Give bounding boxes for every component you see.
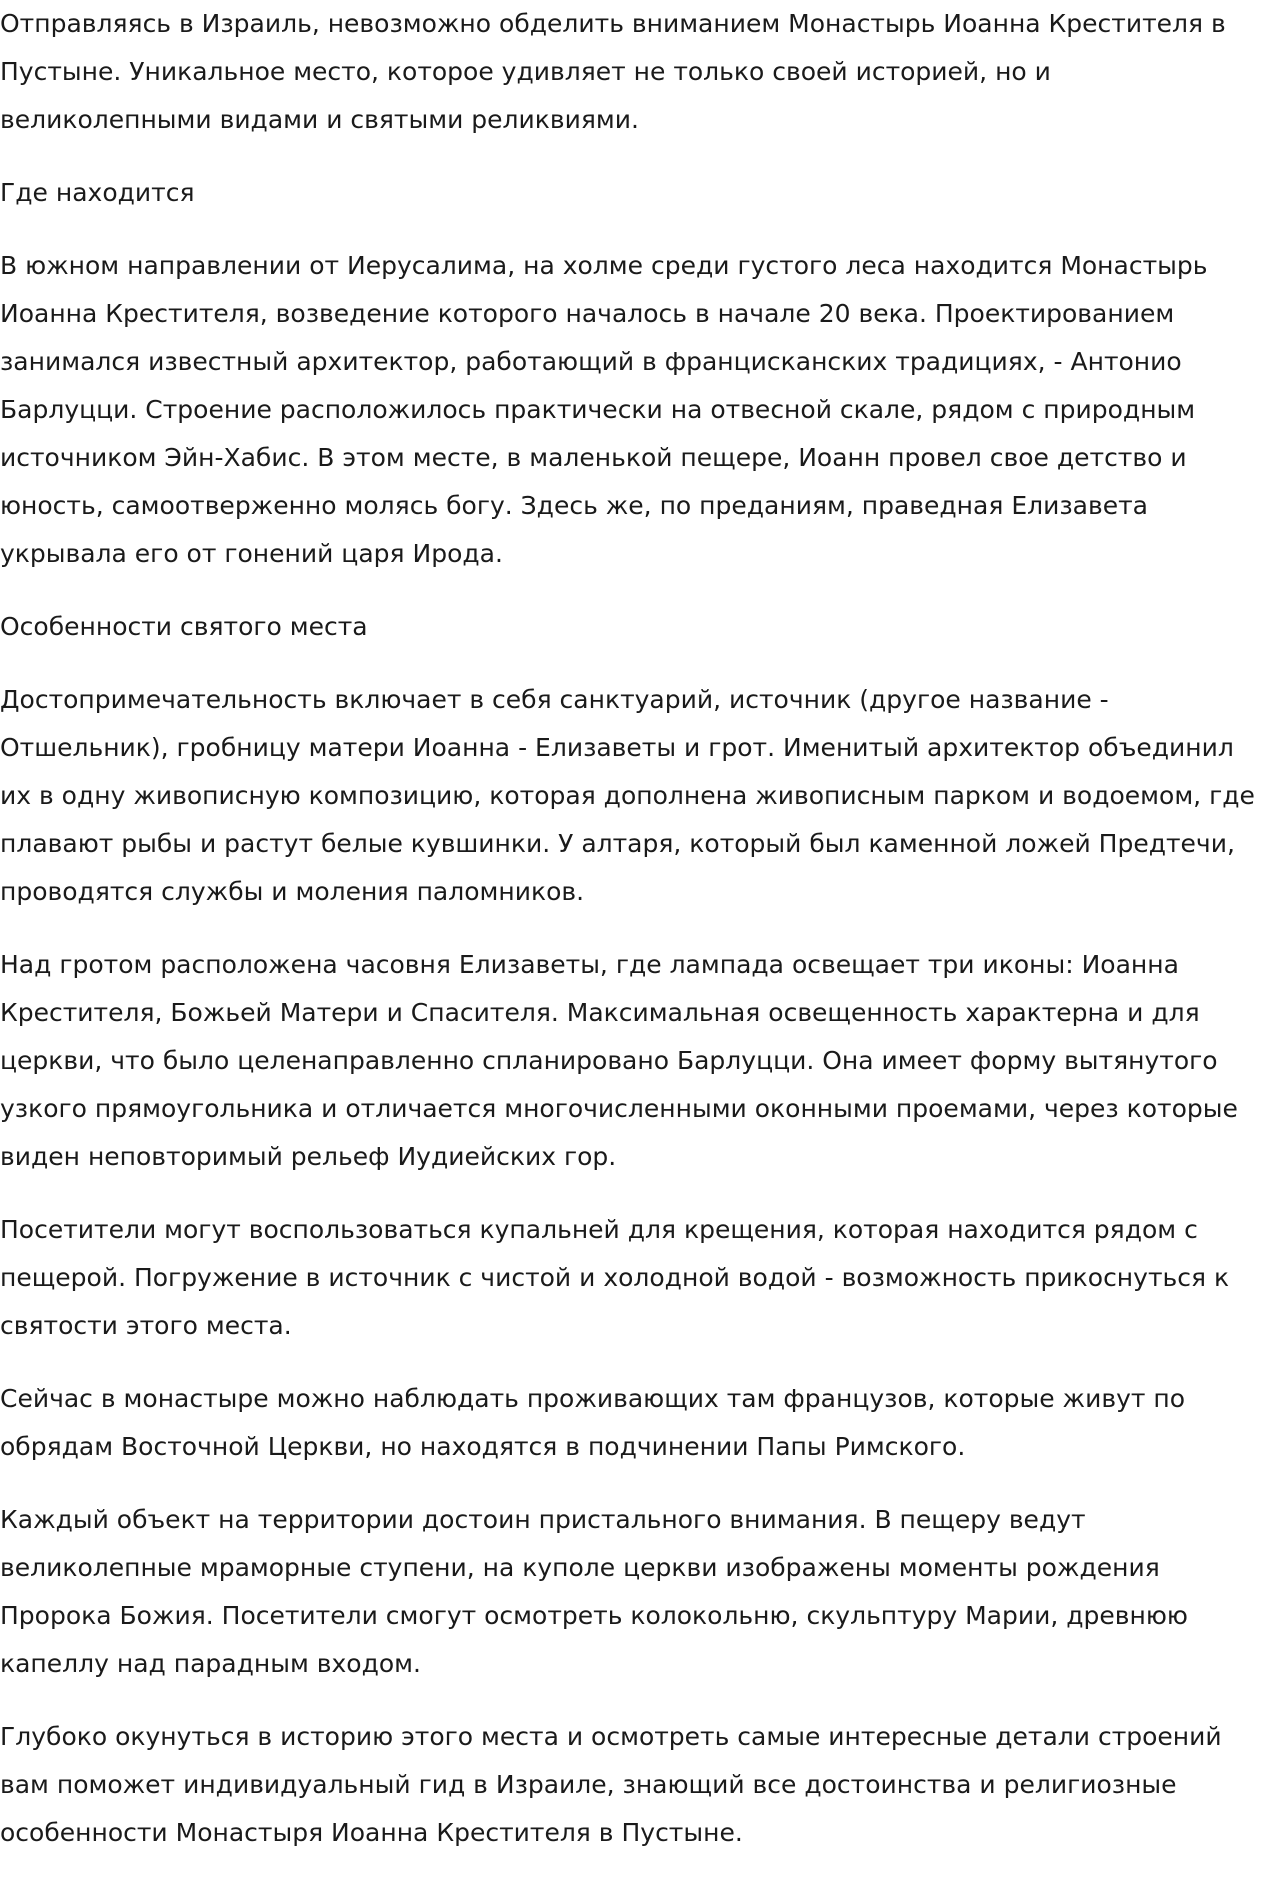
baptism-paragraph: Посетители могут воспользоваться купальней для крещения, которая находится рядом с пещерой. Погружение в источник с чистой и холодной водой - возможность прикоснуться к святости этого места. (0, 1215, 1230, 1340)
residents-paragraph: Сейчас в монастыре можно наблюдать проживающих там французов, которые живут по обрядам Восточной Церкви, но находятся в подчинении Папы Римского. (0, 1384, 1186, 1461)
location-paragraph: В южном направлении от Иерусалима, на холме среди густого леса находится Монастырь Иоанна Крестителя, возведение которого началось в начале 20 века. Проектированием занимался известный архитектор, работающий в францисканских традициях, - Антонио Барлуцци. Строение расположилось практически на отвесной скале, рядом с природным источником Эйн-Хабис. В этом месте, в маленькой пещере, Иоанн провел свое детство и юность, самоотверженно молясь богу. Здесь же, по преданиям, праведная Елизавета укрывала его от гонений царя Ирода. (0, 251, 1208, 568)
section-heading-features: Особенности святого места (0, 612, 368, 641)
section-heading-location: Где находится (0, 178, 195, 207)
features-paragraph: Достопримечательность включает в себя санктуарий, источник (другое название - Отшельник), гробницу матери Иоанна - Елизаветы и грот. Именитый архитектор объединил их в одну живописную композицию, которая дополнена живописным парком и водоемом, где плавают рыбы и растут белые кувшинки. У алтаря, который был каменной ложей Предтечи, проводятся службы и моления паломников. (0, 685, 1255, 906)
chapel-paragraph: Над гротом расположена часовня Елизаветы, где лампада освещает три иконы: Иоанна Крестителя, Божьей Матери и Спасителя. Максимальная освещенность характерна и для церкви, что было целенаправленно спланировано Барлуцци. Она имеет форму вытянутого узкого прямоугольника и отличается многочисленными оконными проемами, через которые виден неповторимый рельеф Иудиейских гор. (0, 950, 1238, 1171)
objects-paragraph: Каждый объект на территории достоин пристального внимания. В пещеру ведут великолепные мраморные ступени, на куполе церкви изображены моменты рождения Пророка Божия. Посетители смогут осмотреть колокольню, скульптуру Марии, древнюю капеллу над парадным входом. (0, 1505, 1188, 1678)
guide-paragraph: Глубоко окунуться в историю этого места и осмотреть самые интересные детали строений вам поможет индивидуальный гид в Израиле, знающий все достоинства и религиозные особенности Монастыря Иоанна Крестителя в Пустыне. (0, 1722, 1222, 1847)
intro-paragraph: Отправляясь в Израиль, невозможно обделить вниманием Монастырь Иоанна Крестителя в Пустыне. Уникальное место, которое удивляет не только своей историей, но и великолепными видами и святыми реликвиями. (0, 9, 1226, 134)
